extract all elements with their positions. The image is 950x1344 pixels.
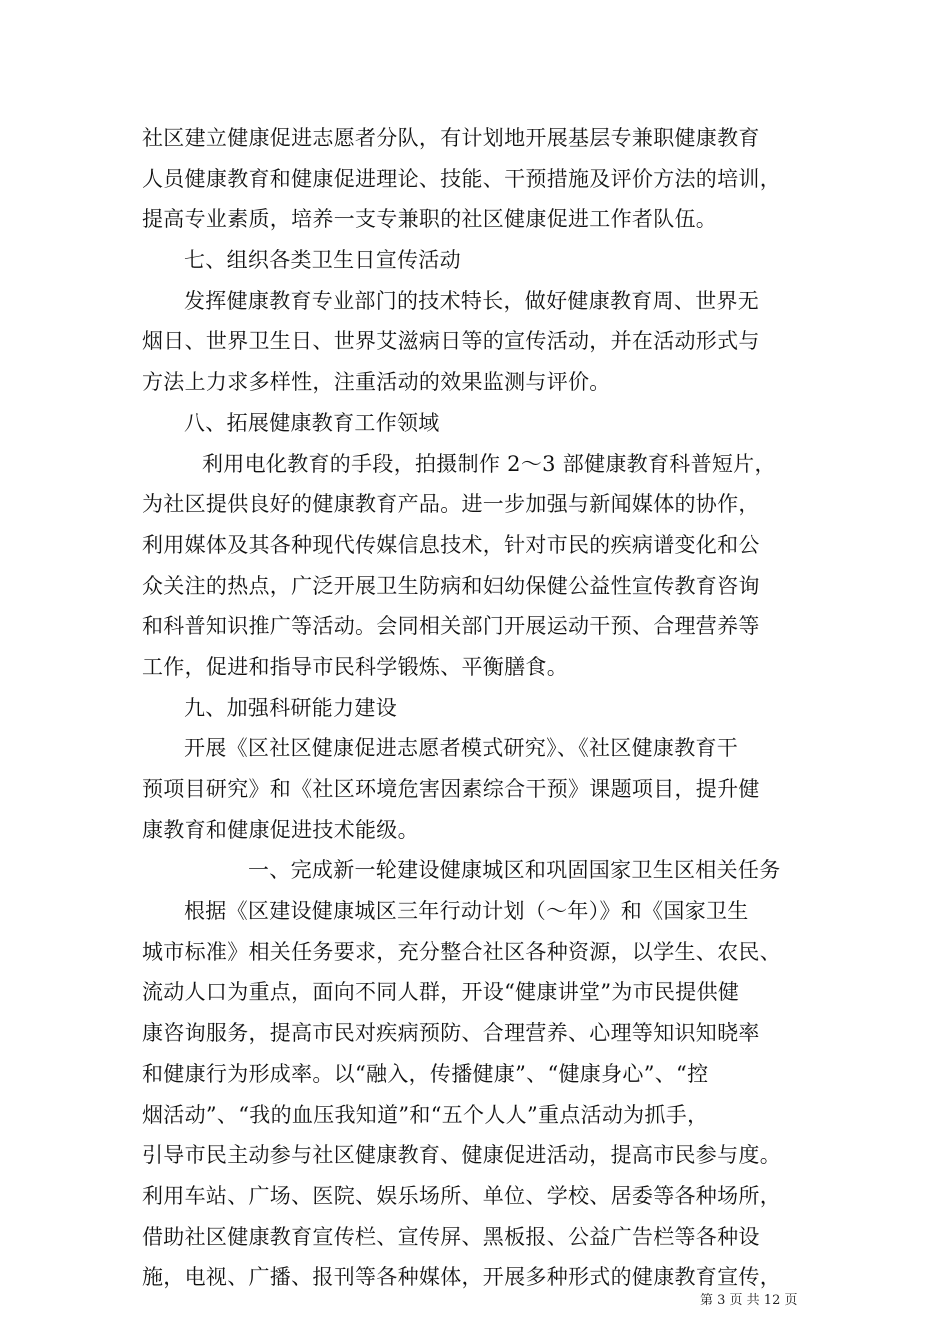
paragraph-line: 利用车站、广场、医院、娱乐场所、单位、学校、居委等各种场所，: [142, 1183, 781, 1208]
paragraph-line: 流动人口为重点，面向不同人群，开设“健康讲堂”为市民提供健: [142, 980, 740, 1005]
paragraph-line: 和科普知识推广等活动。会同相关部门开展运动干预、合理营养等: [142, 614, 760, 639]
paragraph-line: 提高专业素质，培养一支专兼职的社区健康促进工作者队伍。: [142, 207, 718, 232]
paragraph-line: 和健康行为形成率。以“融入，传播健康”、“健康身心”、“控: [142, 1061, 709, 1086]
page-number-footer: 第 3 页 共 12 页: [700, 1293, 798, 1308]
paragraph-line: 人员健康教育和健康促进理论、技能、干预措施及评价方法的培训，: [142, 166, 781, 191]
paragraph-line: 城市标准》相关任务要求，充分整合社区各种资源，以学生、农民、: [142, 939, 781, 964]
paragraph-line: 为社区提供良好的健康教育产品。进一步加强与新闻媒体的协作，: [142, 492, 760, 517]
section-heading-7: 七、组织各类卫生日宣传活动: [184, 248, 461, 273]
paragraph-line: 开展《区社区健康促进志愿者模式研究》、《社区健康教育干: [184, 736, 739, 761]
paragraph-line: 根据《区建设健康城区三年行动计划（～年）》和《国家卫生: [184, 899, 749, 924]
paragraph-line: 方法上力求多样性，注重活动的效果监测与评价。: [142, 370, 611, 395]
paragraph-line: 康咨询服务，提高市民对疾病预防、合理营养、心理等知识知晓率: [142, 1021, 760, 1046]
paragraph-line: 社区建立健康促进志愿者分队，有计划地开展基层专兼职健康教育: [142, 126, 760, 150]
paragraph-line: 康教育和健康促进技术能级。: [142, 817, 419, 842]
paragraph-line: 借助社区健康教育宣传栏、宣传屏、黑板报、公益广告栏等各种设: [142, 1224, 760, 1249]
paragraph-line: 引导市民主动参与社区健康教育、健康促进活动，提高市民参与度。: [142, 1143, 781, 1168]
paragraph-line: 工作，促进和指导市民科学锻炼、平衡膳食。: [142, 654, 568, 679]
section-heading-8: 八、拓展健康教育工作领域: [184, 410, 440, 435]
section-heading-9: 九、加强科研能力建设: [184, 695, 397, 720]
body-text: [142, 118, 832, 1298]
paragraph-line: 烟日、世界卫生日、世界艾滋病日等的宣传活动，并在活动形式与: [142, 329, 760, 354]
section-heading-1: 一、完成新一轮建设健康城区和巩固国家卫生区相关任务: [248, 858, 781, 883]
paragraph-line: 利用电化教育的手段，拍摄制作 2～3 部健康教育科普短片，: [202, 451, 776, 476]
paragraph-line: 发挥健康教育专业部门的技术特长，做好健康教育周、世界无: [184, 288, 760, 313]
paragraph-line: 施，电视、广播、报刊等各种媒体，开展多种形式的健康教育宣传，: [142, 1265, 781, 1290]
paragraph-line: 众关注的热点，广泛开展卫生防病和妇幼保健公益性宣传教育咨询: [142, 573, 760, 598]
paragraph-line: 烟活动”、“我的血压我知道”和“五个人人”重点活动为抓手，: [142, 1102, 709, 1127]
paragraph-line: 预项目研究》和《社区环境危害因素综合干预》课题项目，提升健: [142, 777, 760, 801]
paragraph-line: 利用媒体及其各种现代传媒信息技术，针对市民的疾病谱变化和公: [142, 532, 760, 557]
